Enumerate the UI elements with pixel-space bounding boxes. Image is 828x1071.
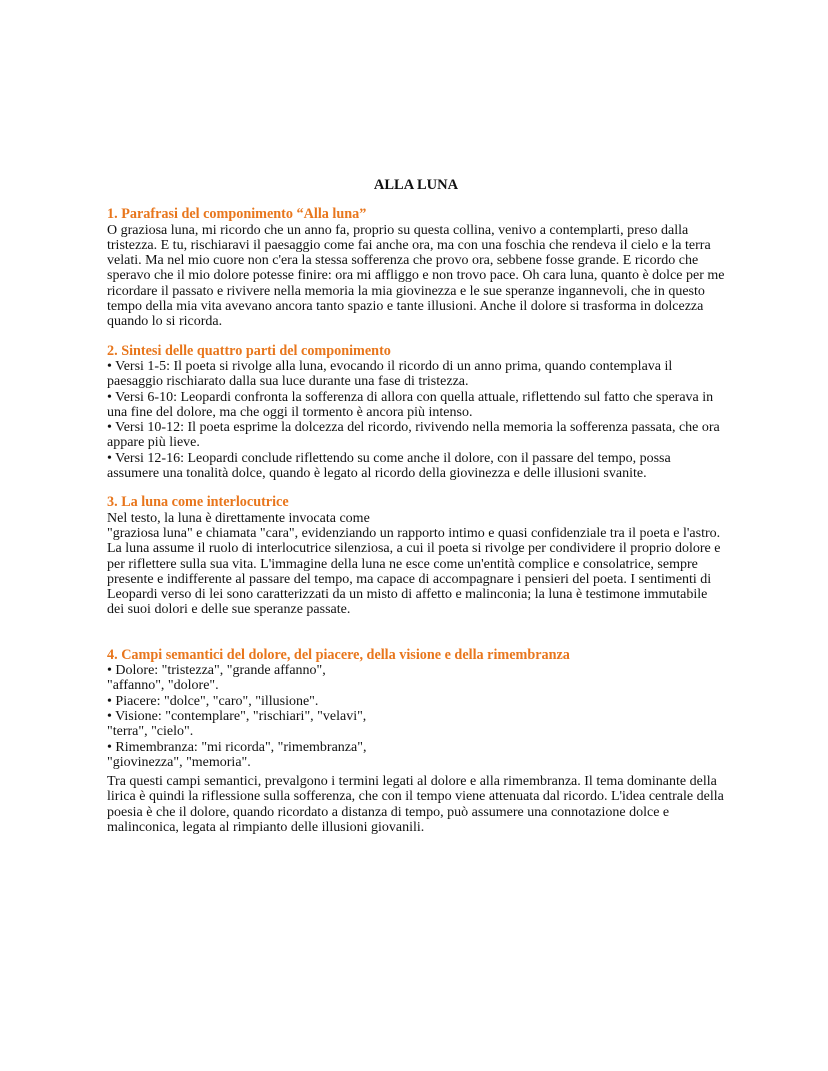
list-line: "terra", "cielo". — [107, 724, 194, 740]
list-line: • Visione: "contemplare", "rischiari", "velavi", — [107, 708, 367, 724]
section-heading: 4. Campi semantici del dolore, del piacere, della visione e della rimembranza — [107, 646, 570, 663]
section-parafrasi — [107, 207, 725, 329]
list-item: • Versi 12-16: Leopardi conclude riflettendo su come anche il dolore, con il passare del tempo, possa assumere una tonalità dolce, quando è legato al ricordo della giovinezza e delle illusioni svanite. — [107, 450, 671, 482]
section-intro: Nel testo, la luna è direttamente invocata come — [107, 510, 370, 526]
section-luna-interlocutrice — [107, 495, 725, 617]
document-page — [107, 178, 725, 849]
section-heading: 1. Parafrasi del componimento “Alla luna” — [107, 206, 367, 223]
section-body: "graziosa luna" e chiamata "cara", evidenziando un rapporto intimo e quasi confidenziale tra il poeta e l'astro. La luna assume il ruolo di interlocutrice silenziosa, a cui il poeta si rivolge per condividere il proprio dolore e per riflettere sulla sua vita. L'immagine della luna ne esce come un'entità complice e consolatrice, sempre presente e indifferente al passare del tempo, ma capace di accompagnare i pensieri del poeta. I sentimenti di Leopardi verso di lei sono caratterizzati da un misto di affetto e malinconia; la luna è testimone immutabile dei suoi dolori e delle sue speranze passate. — [107, 525, 721, 618]
section-campi-semantici — [107, 648, 725, 836]
section-body: O graziosa luna, mi ricordo che un anno fa, proprio su questa collina, venivo a contemplarti, preso dalla tristezza. E tu, rischiaravi il paesaggio come fai anche ora, ma con una foschia che rendeva il cielo e la terra velati. Ma nel mio cuore non c'era la stessa sofferenza che provo ora, sebbene fosse grande. E ricordo che speravo che il mio dolore potesse finire: ora mi affliggo e non trovo pace. Oh cara luna, quanto è dolce per me ricordare il passato e rivivere nella memoria la mia giovinezza e le sue speranze ingannevoli, che in questo tempo della mia vita avevano ancora tanto spazio e tante illusioni. Anche il dolore si trasforma in dolcezza quando lo si ricorda. — [107, 222, 725, 330]
list-line: "affanno", "dolore". — [107, 678, 219, 694]
list-line: "giovinezza", "memoria". — [107, 754, 251, 770]
list-item: • Versi 6-10: Leopardi confronta la sofferenza di allora con quella attuale, riflettendo sul fatto che sperava in una fine del dolore, ma che oggi il tormento è ancora più intenso. — [107, 389, 714, 420]
section-sintesi — [107, 344, 725, 482]
list-line: • Piacere: "dolce", "caro", "illusione". — [107, 693, 319, 709]
document-title: ALLA LUNA — [373, 177, 459, 193]
list-item: • Versi 1-5: Il poeta si rivolge alla luna, evocando il ricordo di un anno prima, quando contemplava il paesaggio rischiarato dalla sua luce durante una fase di tristezza. — [107, 358, 673, 390]
section-heading: 3. La luna come interlocutrice — [107, 494, 289, 511]
list-line: • Rimembranza: "mi ricorda", "rimembranza", — [107, 739, 367, 755]
list-item: • Versi 10-12: Il poeta esprime la dolcezza del ricordo, rivivendo nella memoria la sofferenza passata, che ora appare più lieve. — [107, 420, 720, 451]
list-line: • Dolore: "tristezza", "grande affanno", — [107, 663, 326, 679]
section-heading: 2. Sintesi delle quattro parti del componimento — [107, 342, 391, 359]
section-closing: Tra questi campi semantici, prevalgono i termini legati al dolore e alla rimembranza. Il tema dominante della lirica è quindi la riflessione sulla sofferenza, che con il tempo viene attenuata dal ricordo. L'idea centrale della poesia è che il dolore, quando ricordato a distanza di tempo, può assumere una connotazione dolce e malinconica, legata al rimpianto delle illusioni giovanili. — [107, 774, 724, 835]
